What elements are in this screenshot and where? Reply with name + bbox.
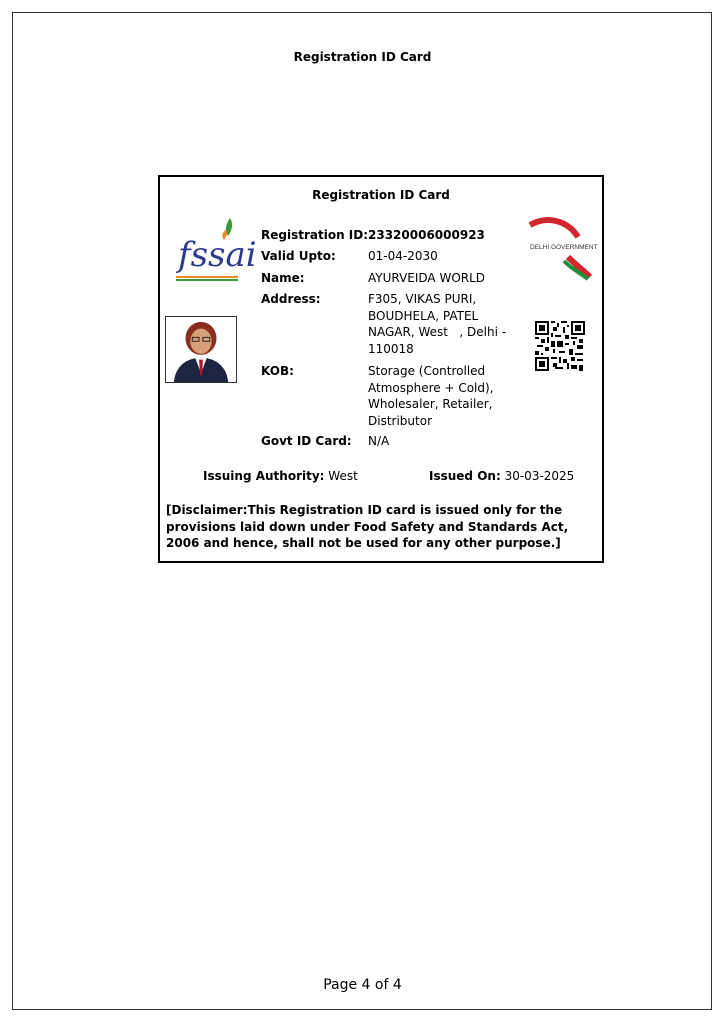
field-label: KOB:	[261, 364, 294, 378]
field-label: Valid Upto:	[261, 249, 336, 263]
qr-code-icon	[535, 321, 585, 371]
fssai-logo	[176, 216, 257, 282]
kob-value: Storage (Controlled Atmosphere + Cold), Wholesaler, Retailer, Distributor	[368, 364, 494, 428]
valid-upto-value: 01-04-2030	[368, 249, 438, 263]
field-label: Govt ID Card:	[261, 434, 352, 448]
issuing-authority-label: Issuing Authority:	[203, 469, 325, 483]
svg-text:DELHI GOVERNMENT: DELHI GOVERNMENT	[530, 244, 598, 251]
issuing-authority-value: West	[328, 469, 358, 483]
svg-text:fssai: fssai	[178, 235, 257, 275]
field-label: Address:	[261, 292, 321, 306]
issued-on	[429, 469, 574, 483]
issued-on-label: Issued On:	[429, 469, 501, 483]
card-title: Registration ID Card	[312, 188, 450, 202]
field-label: Name:	[261, 271, 305, 285]
page-title: Registration ID Card	[293, 50, 432, 64]
address-value: F305, VIKAS PURI, BOUDHELA, PATEL NAGAR, West , Delhi - 110018	[368, 292, 510, 356]
page-number: Page 4 of 4	[323, 977, 402, 993]
issuing-authority	[203, 469, 358, 483]
govt-id-card-value: N/A	[368, 434, 390, 448]
registration-id-value: 23320006000923	[368, 228, 485, 242]
delhi-government-logo	[528, 215, 598, 281]
name-value: AYURVEIDA WORLD	[368, 271, 486, 285]
field-label: Registration ID:	[261, 228, 369, 242]
person-photo	[165, 316, 237, 383]
disclaimer: [Disclaimer:This Registration ID card is issued only for the provisions laid down under Food Safety and Standards Act, 2006 and hence, shall not be used for any other purpose.]	[166, 503, 569, 550]
issued-on-value: 30-03-2025	[504, 469, 575, 483]
